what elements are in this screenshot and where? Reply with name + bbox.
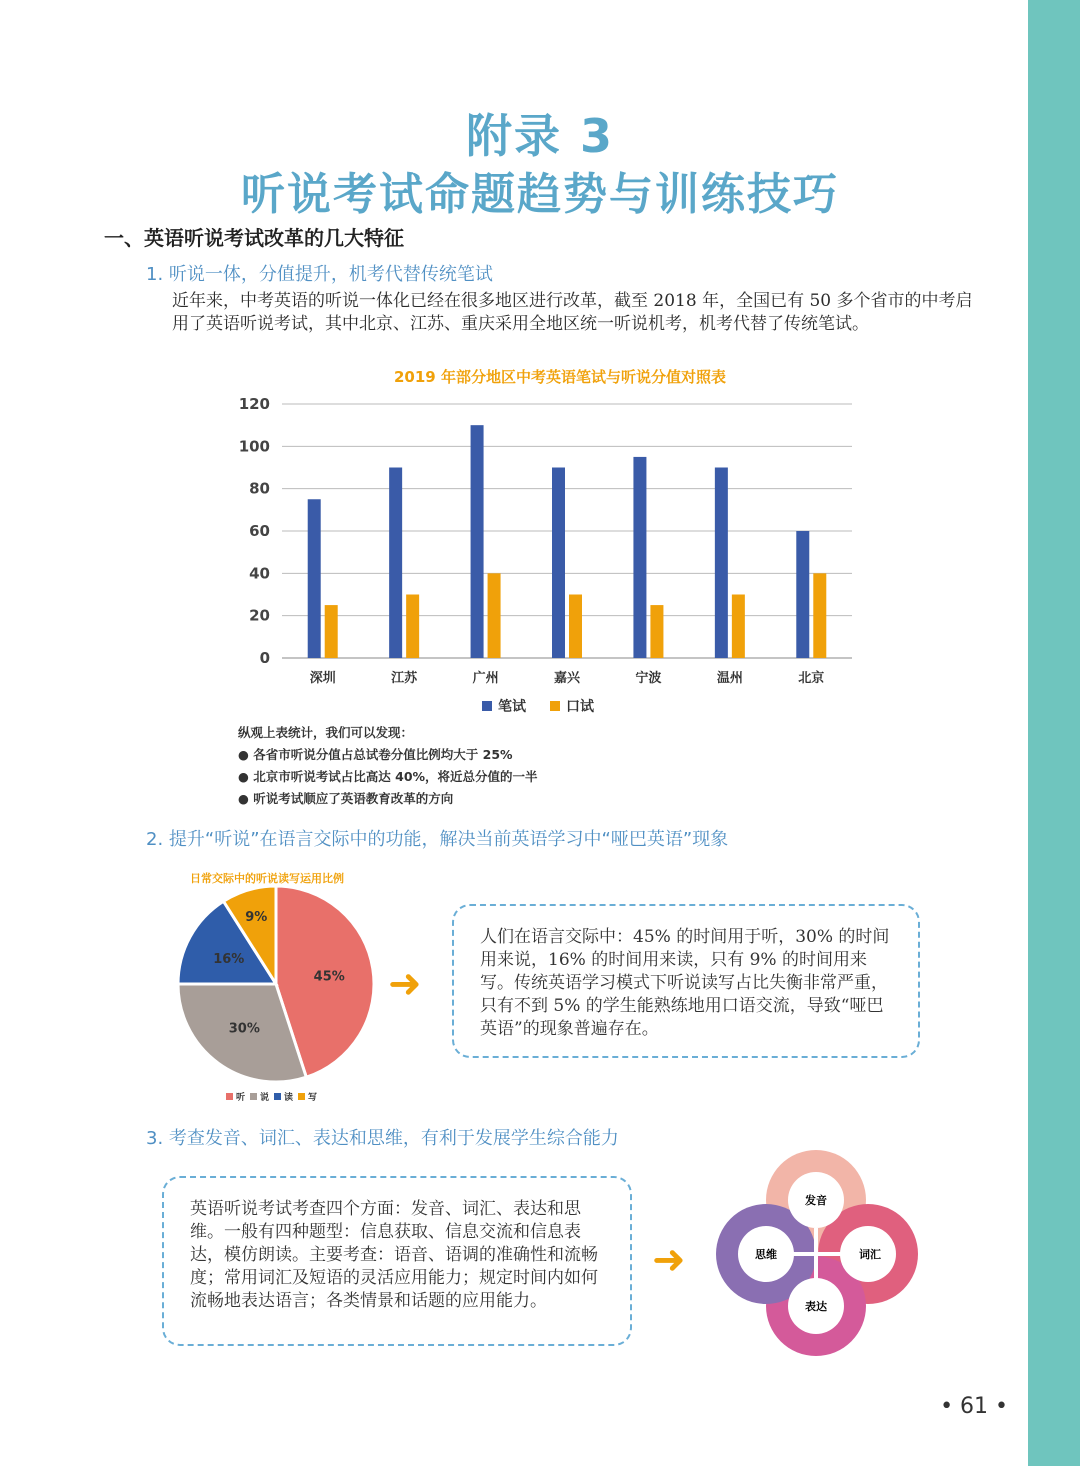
x-category-label: 温州: [716, 671, 743, 686]
findings-list: [238, 722, 538, 810]
item1-paragraph: 近年来，中考英语的听说一体化已经在很多地区进行改革，截至 2018 年，全国已有 50 多个省市的中考启用了英语听说考试，其中北京、江苏、重庆采用全地区统一听说机考，机考代替了传统笔试。: [172, 291, 973, 334]
cross-divider: [790, 1252, 842, 1256]
y-tick-label: 60: [249, 522, 270, 540]
bar-oral: [488, 573, 501, 658]
pie-title: 日常交际中的听说读写运用比例: [190, 872, 344, 885]
bar-oral: [569, 595, 582, 659]
pie-legend-swatch: [226, 1093, 233, 1100]
finding-item: ● 北京市听说考试占比高达 40%，将近总分值的一半: [238, 769, 538, 784]
bar-written: [471, 425, 484, 658]
finding-text: 北京市听说考试占比高达 40%，将近总分值的一半: [253, 769, 538, 784]
x-category-label: 深圳: [309, 671, 336, 686]
pie-legend-swatch: [298, 1093, 305, 1100]
bar-chart: [220, 360, 880, 730]
y-tick-label: 120: [238, 395, 270, 413]
legend-label: 笔试: [498, 699, 526, 715]
bar-written: [389, 468, 402, 659]
bar-written: [796, 531, 809, 658]
exam-aspects-text: 英语听说考试考查四个方面：发音、词汇、表达和思维。一般有四种题型：信息获取、信息交流和信息表达，模仿朗读。主要考查：语音、语调的准确性和流畅度；常用词汇及短语的灵活应用能力；规定时间内如何流畅地表达语言；各类情景和话题的应用能力。: [190, 1199, 598, 1311]
finding-text: 各省市听说分值占总试卷分值比例均大于 25%: [253, 747, 513, 762]
arrow-right-icon: ➜: [388, 961, 422, 1007]
pie-legend-swatch: [250, 1093, 257, 1100]
bar-written: [308, 499, 321, 658]
item3-heading: 3. 考查发音、词汇、表达和思维，有利于发展学生综合能力: [146, 1128, 619, 1149]
y-tick-label: 40: [249, 564, 270, 583]
appendix-title: 附录 3: [465, 109, 615, 163]
pie-legend-swatch: [274, 1093, 281, 1100]
pie-legend-label: 读: [284, 1093, 294, 1103]
item1-heading: 1. 听说一体，分值提升，机考代替传统笔试: [146, 264, 493, 285]
appendix-subtitle: 听说考试命题趋势与训练技巧: [241, 169, 839, 220]
legend-swatch: [550, 701, 560, 711]
arrow-right-icon: ➜: [652, 1237, 686, 1283]
x-category-label: 宁波: [635, 671, 662, 686]
bar-oral: [406, 595, 419, 659]
section-heading: 一、英语听说考试改革的几大特征: [104, 226, 404, 250]
bar-oral: [325, 605, 338, 658]
pie-legend-label: 听: [236, 1093, 246, 1103]
skill-label-thinking: 思维: [755, 1248, 777, 1261]
listening-usage-box: [452, 904, 920, 1058]
skill-label-expression: 表达: [805, 1300, 827, 1313]
y-tick-label: 80: [249, 479, 270, 498]
x-category-label: 嘉兴: [553, 671, 581, 686]
page-number: • 61 •: [940, 1394, 1008, 1419]
findings-intro: 纵观上表统计，我们可以发现：: [238, 725, 414, 740]
finding-item: ● 听说考试顺应了英语教育改革的方向: [238, 791, 454, 806]
pie-slice-label: 9%: [245, 910, 268, 926]
x-category-label: 北京: [798, 671, 825, 686]
bar-written: [552, 468, 565, 659]
x-category-label: 广州: [472, 671, 499, 686]
skill-label-vocabulary: 词汇: [859, 1248, 881, 1261]
chart-title: 2019 年部分地区中考英语笔试与听说分值对照表: [394, 368, 726, 386]
skill-label-pronunciation: 发音: [805, 1194, 827, 1207]
pie-legend-label: 写: [308, 1093, 318, 1103]
pie-slice-label: 45%: [313, 969, 345, 985]
y-tick-label: 20: [249, 606, 270, 625]
x-category-label: 江苏: [391, 671, 418, 686]
y-tick-label: 0: [259, 649, 270, 667]
skills-cycle-diagram: [710, 1150, 940, 1360]
finding-text: 听说考试顺应了英语教育改革的方向: [253, 791, 454, 806]
pie-chart: [170, 880, 390, 1110]
listening-usage-text: 人们在语言交际中：45% 的时间用于听，30% 的时间用来说，16% 的时间用来读，只有 9% 的时间用来写。传统英语学习模式下听说读写占比失衡非常严重，只有不到 5% 的学生能熟练地用口语交流，导致“哑巴英语”的现象普遍存在。: [480, 927, 890, 1039]
bar-oral: [650, 605, 663, 658]
y-tick-label: 100: [238, 437, 270, 456]
legend-label: 口试: [566, 699, 594, 715]
bar-written: [633, 457, 646, 658]
finding-item: ● 各省市听说分值占总试卷分值比例均大于 25%: [238, 747, 513, 762]
pie-slice-label: 16%: [213, 952, 245, 968]
bar-oral: [813, 573, 826, 658]
item2-heading: 2. 提升“听说”在语言交际中的功能，解决当前英语学习中“哑巴英语”现象: [146, 829, 729, 850]
exam-aspects-box: [162, 1176, 632, 1346]
bar-oral: [732, 595, 745, 659]
legend-swatch: [482, 701, 492, 711]
bar-written: [715, 468, 728, 659]
pie-slice-label: 30%: [228, 1021, 260, 1037]
pie-legend-label: 说: [260, 1093, 270, 1103]
